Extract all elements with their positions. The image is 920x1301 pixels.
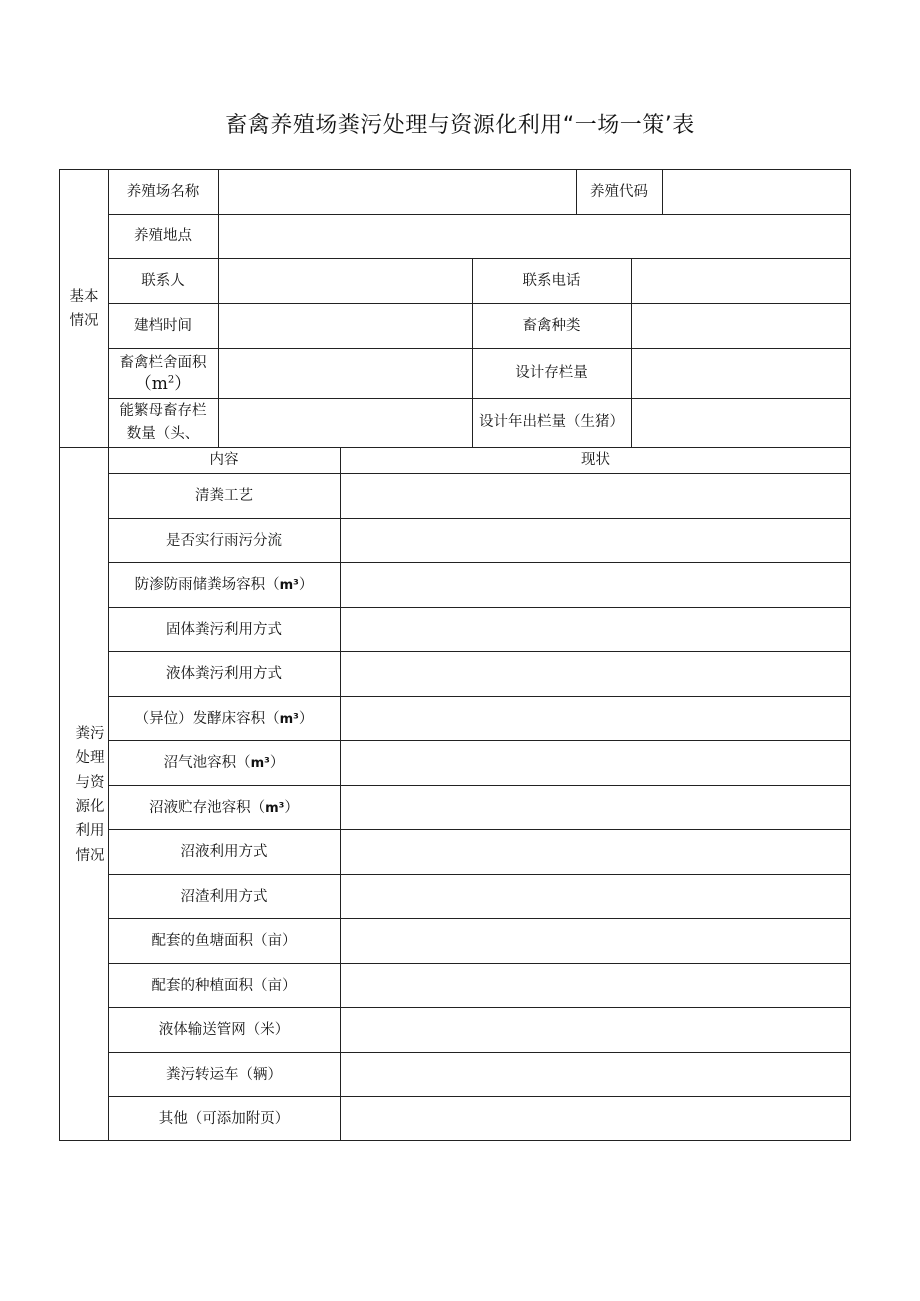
manure-row-value[interactable] [341, 608, 850, 652]
manure-row-label: 沼气池容积（ m³ ） [163, 754, 285, 771]
phone-field[interactable] [632, 259, 850, 303]
manure-row-label: 是否实行雨污分流 [166, 532, 282, 549]
barn-area-unit: $(m^2)$ [134, 373, 192, 394]
manure-row-label: 粪污转运车（辆） [166, 1066, 282, 1083]
species-field[interactable] [632, 304, 850, 348]
section-label-basic: 基本情况 [69, 289, 99, 329]
location-label: 养殖地点 [134, 228, 192, 244]
barn-area-label [109, 349, 217, 398]
species-label: 畜禽种类 [522, 317, 581, 334]
phone-label: 联系电话 [522, 272, 581, 289]
manure-row-value[interactable] [341, 830, 850, 874]
annual-output-label: 设计年出栏量（生猪） [479, 414, 624, 430]
location-field[interactable] [219, 215, 850, 258]
annual-output-field[interactable] [632, 399, 850, 446]
filing-time-label: 建档时间 [134, 317, 192, 334]
manure-row-value[interactable] [341, 474, 850, 518]
col-header-content: 内容 [209, 452, 239, 468]
manure-row-label: 液体输送管网（米） [158, 1021, 290, 1038]
manure-row-value[interactable] [341, 1097, 850, 1141]
manure-row-label: （异位）发酵床容积（ m³ ） [134, 710, 314, 727]
barn-area-field[interactable] [219, 349, 471, 398]
manure-row-value[interactable] [341, 875, 850, 919]
section-label-manure: 粪污处理与资源化利用情况 [75, 726, 105, 864]
manure-row-label: 其他（可添加附页） [158, 1110, 290, 1127]
design-stock-label: 设计存栏量 [515, 365, 588, 381]
manure-row-label: 沼液贮存池容积（ m³ ） [149, 799, 299, 816]
manure-row-value[interactable] [341, 1053, 850, 1097]
manure-row-value[interactable] [341, 964, 850, 1008]
manure-row-value[interactable] [341, 741, 850, 785]
farm-name-label: 养殖场名称 [126, 183, 200, 200]
page-title: 畜禽养殖场粪污处理与资源化利用“一场一策’表 [225, 113, 695, 138]
manure-row-label: 沼液利用方式 [180, 843, 268, 860]
contact-field[interactable] [219, 259, 471, 303]
manure-row-value[interactable] [341, 697, 850, 741]
col-header-status: 现状 [581, 452, 610, 468]
farm-name-field[interactable] [219, 170, 575, 214]
farm-code-field[interactable] [663, 170, 850, 214]
manure-row-value[interactable] [341, 919, 850, 963]
breeding-sow-label: 能繁母畜存栏数量（头、 [119, 403, 207, 442]
filing-time-field[interactable] [219, 304, 471, 348]
contact-label: 联系人 [141, 272, 185, 289]
manure-row-label: 防渗防雨储粪场容积（ m³ ） [134, 576, 314, 593]
barn-area-label-text: 畜禽栏舍面积 [119, 354, 207, 371]
manure-row-value[interactable] [341, 1008, 850, 1052]
manure-row-value[interactable] [341, 563, 850, 607]
design-stock-field[interactable] [632, 349, 850, 398]
manure-row-value[interactable] [341, 519, 850, 563]
manure-row-label: 液体粪污利用方式 [166, 665, 282, 682]
manure-row-label: 沼渣利用方式 [180, 888, 268, 905]
manure-row-label: 配套的鱼塘面积（亩） [151, 932, 297, 949]
farm-code-label: 养殖代码 [590, 183, 648, 200]
manure-row-value[interactable] [341, 786, 850, 830]
manure-row-value[interactable] [341, 652, 850, 696]
manure-row-label: 配套的种植面积（亩） [151, 977, 297, 994]
manure-row-label: 固体粪污利用方式 [166, 621, 282, 638]
manure-row-label: 清粪工艺 [195, 487, 253, 504]
breeding-sow-field[interactable] [219, 399, 471, 446]
